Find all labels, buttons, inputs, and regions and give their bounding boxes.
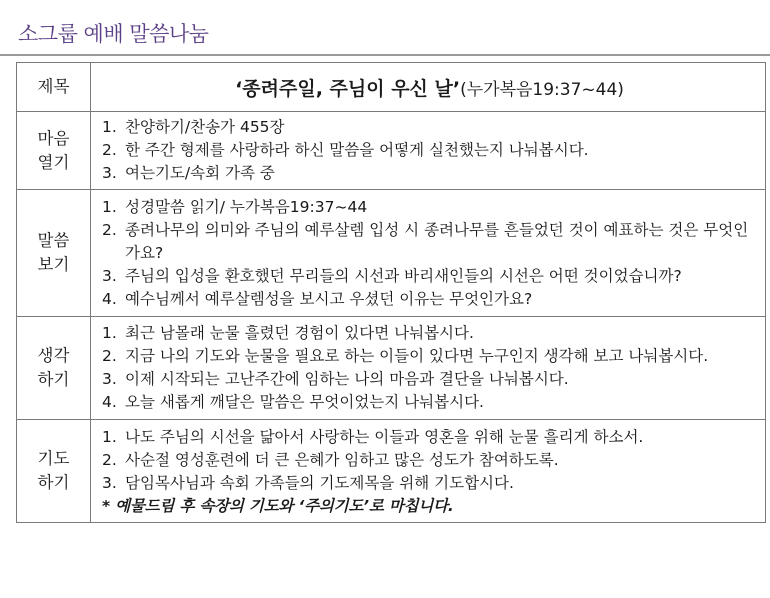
section-row-reflect: [17, 317, 766, 420]
item-text: 담임목사님과 속회 가족들의 기도제목을 위해 기도합시다.: [125, 474, 514, 492]
list-item: [102, 345, 757, 368]
section-item-list: [102, 426, 757, 495]
section-label-line: 생각: [37, 346, 70, 365]
list-item: [102, 391, 757, 414]
section-content: [91, 112, 766, 190]
list-item: [102, 162, 757, 185]
list-item: [102, 472, 757, 495]
item-number: 1.: [102, 118, 117, 136]
list-item: [102, 139, 757, 162]
item-number: 3.: [102, 474, 117, 492]
section-row-open-heart: [17, 112, 766, 190]
sermon-reference: (누가복음19:37~44): [460, 79, 624, 100]
item-text: 한 주간 형제를 사랑하라 하신 말씀을 어떻게 실천했는지 나눠봅시다.: [125, 141, 589, 159]
page-title: 소그룹 예배 말씀나눔: [18, 22, 209, 46]
item-text: 나도 주님의 시선을 닮아서 사랑하는 이들과 영혼을 위해 눈물 흘리게 하소서.: [125, 428, 644, 446]
worship-table: [16, 62, 766, 523]
section-label-line: 기도: [37, 449, 70, 468]
list-item: [102, 449, 757, 472]
section-label-line: 마음: [37, 128, 70, 148]
item-number: 2.: [102, 141, 117, 159]
item-text: 오늘 새롭게 깨달은 말씀은 무엇이었는지 나눠봅시다.: [125, 393, 484, 411]
item-number: 3.: [102, 267, 117, 285]
section-item-list: [102, 322, 757, 414]
item-text: 예수님께서 예루살렘성을 보시고 우셨던 이유는 무엇인가요?: [125, 290, 533, 308]
section-label-line: 하기: [37, 473, 70, 492]
section-label: [17, 317, 91, 420]
section-content: [91, 420, 766, 523]
section-label: [17, 420, 91, 523]
item-number: 1.: [102, 198, 117, 216]
list-item: [102, 219, 757, 265]
list-item: [102, 288, 757, 311]
item-number: 1.: [102, 324, 117, 342]
item-number: 2.: [102, 221, 117, 239]
closing-note: * 예물드림 후 속장의 기도와 ‘주의기도’로 마칩니다.: [102, 497, 454, 515]
section-item-list: [102, 116, 757, 185]
section-label: [17, 112, 91, 190]
section-content: [91, 317, 766, 420]
sermon-title-text: ‘종려주일, 주님이 우신 날’: [235, 77, 461, 100]
section-label-line: 말씀: [37, 231, 70, 250]
item-number: 4.: [102, 393, 117, 411]
section-content: [91, 190, 766, 317]
list-item: [102, 196, 757, 219]
sermon-title: [91, 63, 766, 112]
item-text: 이제 시작되는 고난주간에 임하는 나의 마음과 결단을 나눠봅시다.: [125, 370, 569, 388]
list-item: [102, 322, 757, 345]
section-label-line: 열기: [37, 152, 70, 172]
item-text: 찬양하기/찬송가 455장: [125, 118, 285, 136]
item-text: 주님의 입성을 환호했던 무리들의 시선과 바리새인들의 시선은 어떤 것이었습니까?: [125, 267, 682, 285]
item-text: 여는기도/속회 가족 중: [125, 164, 275, 182]
item-text: 지금 나의 기도와 눈물을 필요로 하는 이들이 있다면 누구인지 생각해 보고 나눠봅시다.: [125, 347, 709, 365]
item-text: 사순절 영성훈련에 더 큰 은혜가 임하고 많은 성도가 참여하도록.: [125, 451, 559, 469]
item-text: 성경말씀 읽기/ 누가복음19:37~44: [125, 198, 368, 216]
item-number: 1.: [102, 428, 117, 446]
list-item: [102, 265, 757, 288]
list-item: [102, 426, 757, 449]
item-number: 3.: [102, 370, 117, 388]
list-item: [102, 116, 757, 139]
title-label: 제목: [17, 63, 91, 112]
title-row: [17, 63, 766, 112]
section-label: [17, 190, 91, 317]
item-number: 2.: [102, 451, 117, 469]
section-label-line: 하기: [37, 370, 70, 389]
list-item: [102, 368, 757, 391]
item-number: 4.: [102, 290, 117, 308]
section-row-pray: [17, 420, 766, 523]
section-label-line: 보기: [37, 255, 70, 274]
title-divider: [0, 54, 770, 56]
section-item-list: [102, 196, 757, 311]
item-text: 최근 남몰래 눈물 흘렸던 경험이 있다면 나눠봅시다.: [125, 324, 474, 342]
item-number: 3.: [102, 164, 117, 182]
item-number: 2.: [102, 347, 117, 365]
item-text: 종려나무의 의미와 주님의 예루살렘 입성 시 종려나무를 흔들었던 것이 예표하는 것은 무엇인가요?: [125, 221, 749, 262]
section-row-read-word: [17, 190, 766, 317]
